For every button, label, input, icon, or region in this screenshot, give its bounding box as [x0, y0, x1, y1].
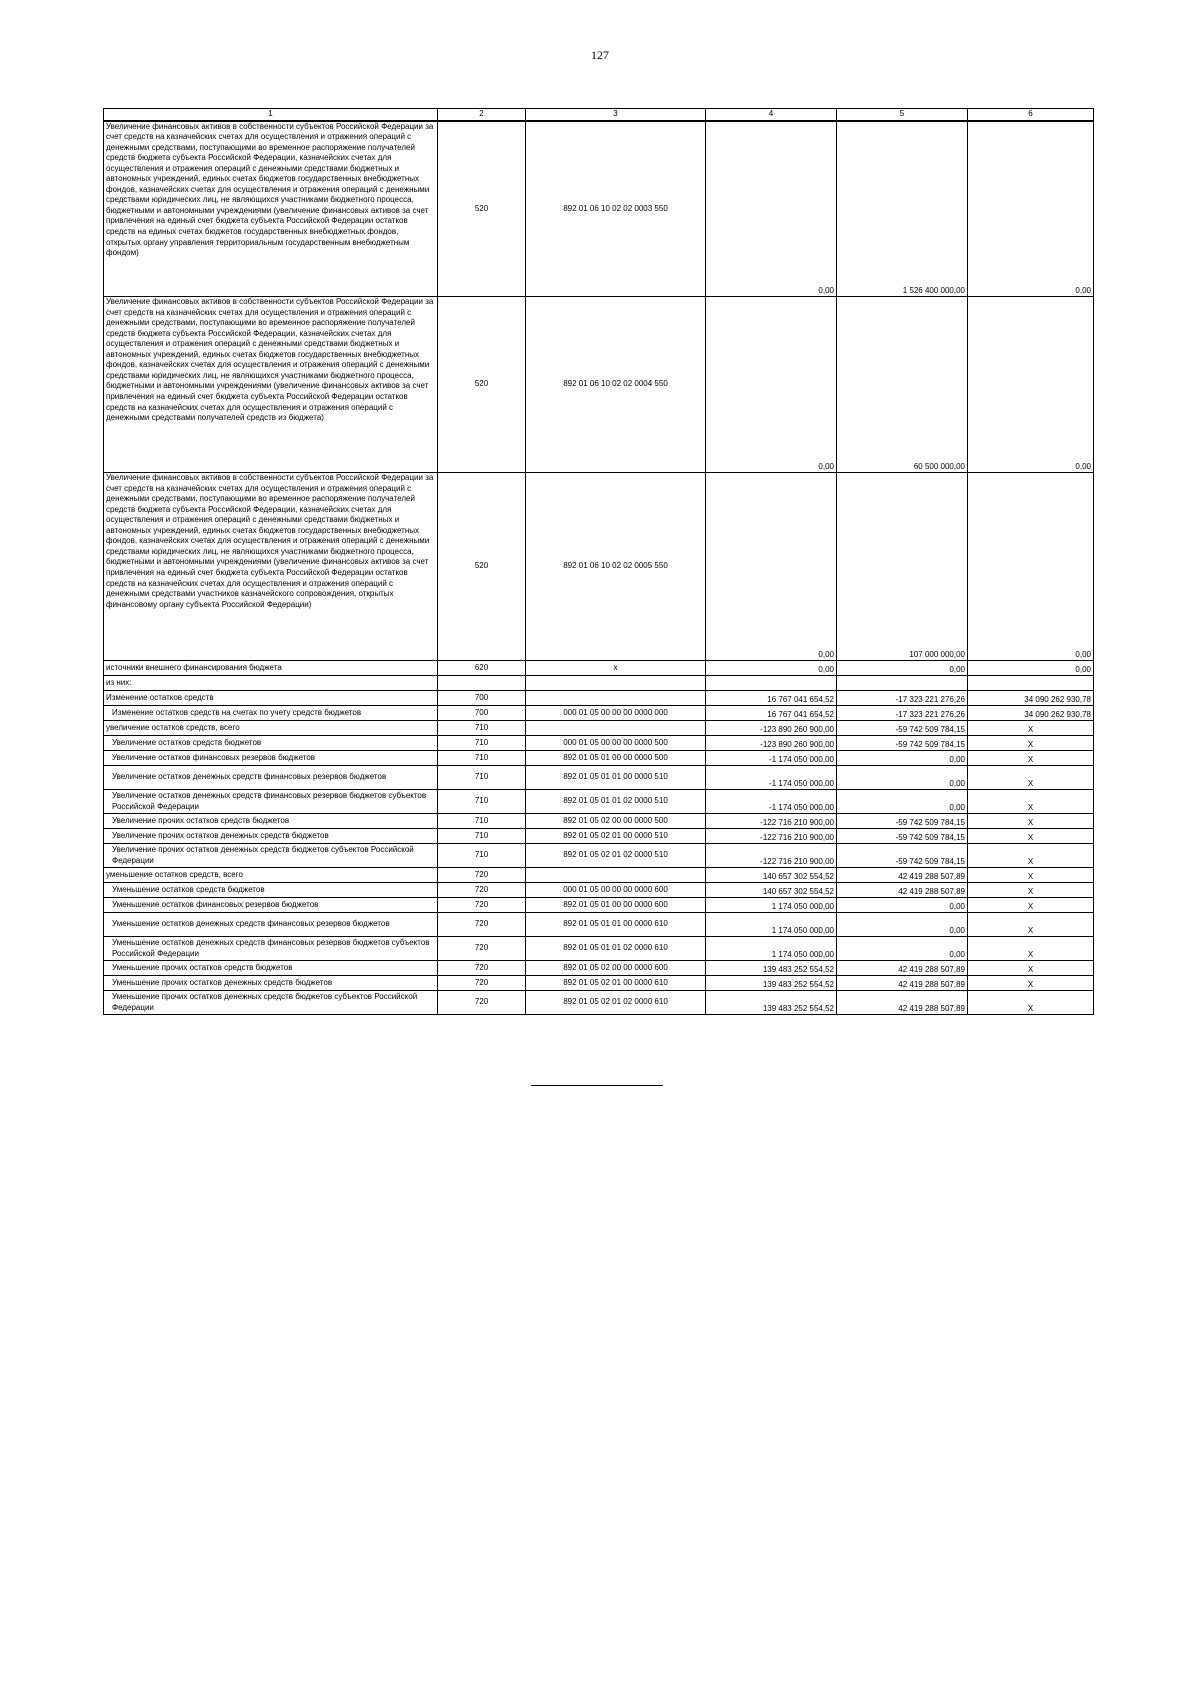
- row-name-cell: источники внешнего финансирования бюджета: [104, 661, 438, 676]
- row-col6-cell: 34 090 262 930,78: [968, 706, 1094, 721]
- row-col4-cell: 139 483 252 554,52: [706, 976, 837, 991]
- header-cell: 2: [438, 109, 526, 121]
- row-col4-cell: 16 767 041 654,52: [706, 706, 837, 721]
- row-code-cell: 710: [438, 844, 526, 868]
- row-col4-cell: -122 716 210 900,00: [706, 814, 837, 829]
- row-code-cell: 710: [438, 766, 526, 790]
- row-name-cell: Изменение остатков средств: [104, 691, 438, 706]
- row-classification-cell: 892 01 05 01 01 02 0000 610: [526, 937, 706, 961]
- row-name-cell: Уменьшение прочих остатков средств бюджетов: [104, 961, 438, 976]
- row-col4-cell: -1 174 050 000,00: [706, 751, 837, 766]
- table-row: [104, 976, 1094, 991]
- row-col4-cell: 0,00: [706, 297, 837, 473]
- row-col4-cell: 1 174 050 000,00: [706, 937, 837, 961]
- table-row: [104, 937, 1094, 961]
- row-code-cell: 710: [438, 721, 526, 736]
- row-col4-cell: -123 890 260 900,00: [706, 721, 837, 736]
- row-col6-cell: X: [968, 868, 1094, 883]
- row-col5-cell: 60 500 000,00: [837, 297, 968, 473]
- row-classification-cell: 892 01 05 02 01 00 0000 510: [526, 829, 706, 844]
- table-row: [104, 706, 1094, 721]
- table-row: [104, 661, 1094, 676]
- row-name-cell: Изменение остатков средств на счетах по учету средств бюджетов: [104, 706, 438, 721]
- row-col5-cell: -59 742 509 784,15: [837, 736, 968, 751]
- table-row: [104, 844, 1094, 868]
- row-col6-cell: X: [968, 751, 1094, 766]
- table-header-row: [104, 109, 1094, 121]
- table-row: [104, 766, 1094, 790]
- row-classification-cell: 892 01 05 02 01 02 0000 610: [526, 991, 706, 1015]
- row-col5-cell: 0,00: [837, 898, 968, 913]
- row-col6-cell: 0,00: [968, 473, 1094, 661]
- row-code-cell: 520: [438, 121, 526, 297]
- table-row: [104, 814, 1094, 829]
- row-classification-cell: 892 01 05 02 01 00 0000 610: [526, 976, 706, 991]
- row-name-cell: Уменьшение прочих остатков денежных средств бюджетов субъектов Российской Федерации: [104, 991, 438, 1015]
- table-body: [104, 109, 1094, 1015]
- row-col6-cell: X: [968, 721, 1094, 736]
- row-name-cell: Уменьшение остатков финансовых резервов бюджетов: [104, 898, 438, 913]
- row-code-cell: 720: [438, 898, 526, 913]
- budget-sources-table: [103, 108, 1094, 1015]
- row-col4-cell: -123 890 260 900,00: [706, 736, 837, 751]
- table-row: [104, 473, 1094, 661]
- row-col6-cell: X: [968, 883, 1094, 898]
- row-col6-cell: [968, 676, 1094, 691]
- row-col4-cell: -1 174 050 000,00: [706, 766, 837, 790]
- row-code-cell: 720: [438, 961, 526, 976]
- row-code-cell: 700: [438, 691, 526, 706]
- row-col5-cell: -59 742 509 784,15: [837, 829, 968, 844]
- row-col6-cell: X: [968, 814, 1094, 829]
- row-col6-cell: X: [968, 829, 1094, 844]
- row-name-cell: Увеличение остатков денежных средств финансовых резервов бюджетов: [104, 766, 438, 790]
- row-code-cell: 520: [438, 473, 526, 661]
- row-classification-cell: 000 01 05 00 00 00 0000 000: [526, 706, 706, 721]
- table-row: [104, 790, 1094, 814]
- footnote-separator-line: [531, 1085, 663, 1086]
- table-row: [104, 898, 1094, 913]
- row-classification-cell: 892 01 05 01 00 00 0000 600: [526, 898, 706, 913]
- row-col5-cell: 107 000 000,00: [837, 473, 968, 661]
- row-name-cell: из них:: [104, 676, 438, 691]
- row-name-cell: Увеличение финансовых активов в собственности субъектов Российской Федерации за счет средств на казначейских счетах для осуществления и отражения операций с денежными средствами, поступающими во временное распоряжение получателей средств бюджета субъекта Российской Федерации, казначейских счетах для осуществления и отражения операций с денежными средствами бюджетных и автономных учреждений, единых счетах бюджетов государственных внебюджетных фондов, казначейских счетах для осуществления и отражения операций с денежными средствами юридических лиц, не являющихся участниками бюджетного процесса, бюджетными и автономными учреждениями (увеличение финансовых активов за счет привлечения на единый счет бюджета субъекта Российской Федерации остатков средств на единых счетах бюджетов государственных внебюджетных фондов, открытых органу управления территориальным государственным внебюджетным фондом): [104, 121, 438, 297]
- row-col5-cell: -59 742 509 784,15: [837, 844, 968, 868]
- row-code-cell: 520: [438, 297, 526, 473]
- row-col6-cell: X: [968, 736, 1094, 751]
- row-col4-cell: 1 174 050 000,00: [706, 898, 837, 913]
- row-name-cell: уменьшение остатков средств, всего: [104, 868, 438, 883]
- row-classification-cell: [526, 676, 706, 691]
- table-row: [104, 736, 1094, 751]
- row-classification-cell: [526, 868, 706, 883]
- row-classification-cell: 892 01 05 02 00 00 0000 500: [526, 814, 706, 829]
- table-row: [104, 297, 1094, 473]
- row-classification-cell: x: [526, 661, 706, 676]
- row-col4-cell: 0,00: [706, 121, 837, 297]
- row-code-cell: 700: [438, 706, 526, 721]
- row-col4-cell: 1 174 050 000,00: [706, 913, 837, 937]
- table-row: [104, 121, 1094, 297]
- row-code-cell: 710: [438, 751, 526, 766]
- row-code-cell: 720: [438, 937, 526, 961]
- row-name-cell: Увеличение прочих остатков денежных средств бюджетов субъектов Российской Федерации: [104, 844, 438, 868]
- row-col6-cell: X: [968, 991, 1094, 1015]
- row-col5-cell: [837, 676, 968, 691]
- row-col5-cell: -17 323 221 276,26: [837, 706, 968, 721]
- row-name-cell: Уменьшение остатков денежных средств финансовых резервов бюджетов: [104, 913, 438, 937]
- page-number: 127: [591, 48, 609, 62]
- row-name-cell: Уменьшение остатков средств бюджетов: [104, 883, 438, 898]
- row-col5-cell: -59 742 509 784,15: [837, 721, 968, 736]
- row-col5-cell: 42 419 288 507,89: [837, 991, 968, 1015]
- row-classification-cell: 892 01 05 02 00 00 0000 600: [526, 961, 706, 976]
- row-code-cell: 710: [438, 790, 526, 814]
- table-row: [104, 883, 1094, 898]
- header-cell: 5: [837, 109, 968, 121]
- table-row: [104, 691, 1094, 706]
- row-classification-cell: 892 01 05 01 01 02 0000 510: [526, 790, 706, 814]
- row-col6-cell: X: [968, 790, 1094, 814]
- header-cell: 3: [526, 109, 706, 121]
- row-classification-cell: [526, 691, 706, 706]
- row-classification-cell: [526, 721, 706, 736]
- row-col6-cell: X: [968, 844, 1094, 868]
- row-col5-cell: 0,00: [837, 913, 968, 937]
- row-col4-cell: 139 483 252 554,52: [706, 991, 837, 1015]
- row-classification-cell: 892 01 05 01 01 00 0000 610: [526, 913, 706, 937]
- row-classification-cell: 000 01 05 00 00 00 0000 500: [526, 736, 706, 751]
- row-col5-cell: -17 323 221 276,26: [837, 691, 968, 706]
- row-name-cell: Увеличение прочих остатков денежных средств бюджетов: [104, 829, 438, 844]
- header-cell: 6: [968, 109, 1094, 121]
- row-col5-cell: 0,00: [837, 766, 968, 790]
- row-code-cell: 720: [438, 913, 526, 937]
- row-col4-cell: 0,00: [706, 661, 837, 676]
- row-code-cell: 720: [438, 976, 526, 991]
- row-col4-cell: 0,00: [706, 473, 837, 661]
- row-name-cell: Увеличение финансовых активов в собственности субъектов Российской Федерации за счет средств на казначейских счетах для осуществления и отражения операций с денежными средствами, поступающими во временное распоряжение получателей средств бюджета субъекта Российской Федерации, казначейских счетах для осуществления и отражения операций с денежными средствами бюджетных и автономных учреждений, единых счетах бюджетов государственных внебюджетных фондов, казначейских счетах для осуществления и отражения операций с денежными средствами юридических лиц, не являющихся участниками бюджетного процесса, бюджетными и автономными учреждениями (увеличение финансовых активов за счет привлечения на единый счет бюджета субъекта Российской Федерации остатков средств на казначейских счетах для осуществления и отражения операций с денежными средствами участников казначейского сопровождения, открытых финансовому органу субъекта Российской Федерации): [104, 473, 438, 661]
- row-col4-cell: 140 657 302 554,52: [706, 883, 837, 898]
- row-name-cell: Увеличение остатков финансовых резервов бюджетов: [104, 751, 438, 766]
- row-col6-cell: X: [968, 937, 1094, 961]
- row-code-cell: 720: [438, 991, 526, 1015]
- row-col4-cell: 140 657 302 554,52: [706, 868, 837, 883]
- row-name-cell: увеличение остатков средств, всего: [104, 721, 438, 736]
- row-col5-cell: 1 526 400 000,00: [837, 121, 968, 297]
- row-col6-cell: X: [968, 898, 1094, 913]
- row-col6-cell: X: [968, 913, 1094, 937]
- table-row: [104, 961, 1094, 976]
- row-code-cell: 720: [438, 883, 526, 898]
- row-col6-cell: X: [968, 976, 1094, 991]
- row-col6-cell: 0,00: [968, 661, 1094, 676]
- row-name-cell: Уменьшение остатков денежных средств финансовых резервов бюджетов субъектов Российской Федерации: [104, 937, 438, 961]
- table-row: [104, 721, 1094, 736]
- row-col5-cell: 42 419 288 507,89: [837, 883, 968, 898]
- row-classification-cell: 892 01 06 10 02 02 0005 550: [526, 473, 706, 661]
- row-col5-cell: 42 419 288 507,89: [837, 868, 968, 883]
- row-col4-cell: -1 174 050 000,00: [706, 790, 837, 814]
- row-classification-cell: 000 01 05 00 00 00 0000 600: [526, 883, 706, 898]
- row-classification-cell: 892 01 06 10 02 02 0003 550: [526, 121, 706, 297]
- row-col5-cell: 42 419 288 507,89: [837, 976, 968, 991]
- table-row: [104, 751, 1094, 766]
- table-row: [104, 829, 1094, 844]
- row-col6-cell: 34 090 262 930,78: [968, 691, 1094, 706]
- row-col6-cell: 0,00: [968, 297, 1094, 473]
- row-col4-cell: -122 716 210 900,00: [706, 829, 837, 844]
- row-col5-cell: 0,00: [837, 661, 968, 676]
- row-classification-cell: 892 01 05 01 00 00 0000 500: [526, 751, 706, 766]
- row-col5-cell: 0,00: [837, 937, 968, 961]
- row-col4-cell: 16 767 041 654,52: [706, 691, 837, 706]
- row-code-cell: 710: [438, 736, 526, 751]
- row-name-cell: Увеличение остатков средств бюджетов: [104, 736, 438, 751]
- row-name-cell: Увеличение прочих остатков средств бюджетов: [104, 814, 438, 829]
- row-col5-cell: -59 742 509 784,15: [837, 814, 968, 829]
- table-row: [104, 676, 1094, 691]
- row-code-cell: 620: [438, 661, 526, 676]
- row-col5-cell: 0,00: [837, 790, 968, 814]
- row-classification-cell: 892 01 05 01 01 00 0000 510: [526, 766, 706, 790]
- row-col5-cell: 0,00: [837, 751, 968, 766]
- table-row: [104, 868, 1094, 883]
- table-row: [104, 991, 1094, 1015]
- row-col4-cell: 139 483 252 554,52: [706, 961, 837, 976]
- row-col4-cell: [706, 676, 837, 691]
- row-code-cell: [438, 676, 526, 691]
- header-cell: 4: [706, 109, 837, 121]
- row-classification-cell: 892 01 05 02 01 02 0000 510: [526, 844, 706, 868]
- row-col6-cell: X: [968, 766, 1094, 790]
- row-name-cell: Увеличение остатков денежных средств финансовых резервов бюджетов субъектов Российской Федерации: [104, 790, 438, 814]
- row-code-cell: 720: [438, 868, 526, 883]
- table-row: [104, 913, 1094, 937]
- header-cell: 1: [104, 109, 438, 121]
- row-code-cell: 710: [438, 829, 526, 844]
- row-col5-cell: 42 419 288 507,89: [837, 961, 968, 976]
- row-col4-cell: -122 716 210 900,00: [706, 844, 837, 868]
- row-col6-cell: 0,00: [968, 121, 1094, 297]
- row-col6-cell: X: [968, 961, 1094, 976]
- row-name-cell: Уменьшение прочих остатков денежных средств бюджетов: [104, 976, 438, 991]
- row-name-cell: Увеличение финансовых активов в собственности субъектов Российской Федерации за счет средств на казначейских счетах для осуществления и отражения операций с денежными средствами, поступающими во временное распоряжение получателей средств бюджета субъекта Российской Федерации, казначейских счетах для осуществления и отражения операций с денежными средствами бюджетных и автономных учреждений, единых счетах бюджетов государственных внебюджетных фондов, казначейских счетах для осуществления и отражения операций с денежными средствами юридических лиц, не являющихся участниками бюджетного процесса, бюджетными и автономными учреждениями (увеличение финансовых активов за счет привлечения на единый счет бюджета субъекта Российской Федерации остатков средств на казначейских счетах для осуществления и отражения операций с денежными средствами получателей средств из бюджета): [104, 297, 438, 473]
- row-classification-cell: 892 01 06 10 02 02 0004 550: [526, 297, 706, 473]
- row-code-cell: 710: [438, 814, 526, 829]
